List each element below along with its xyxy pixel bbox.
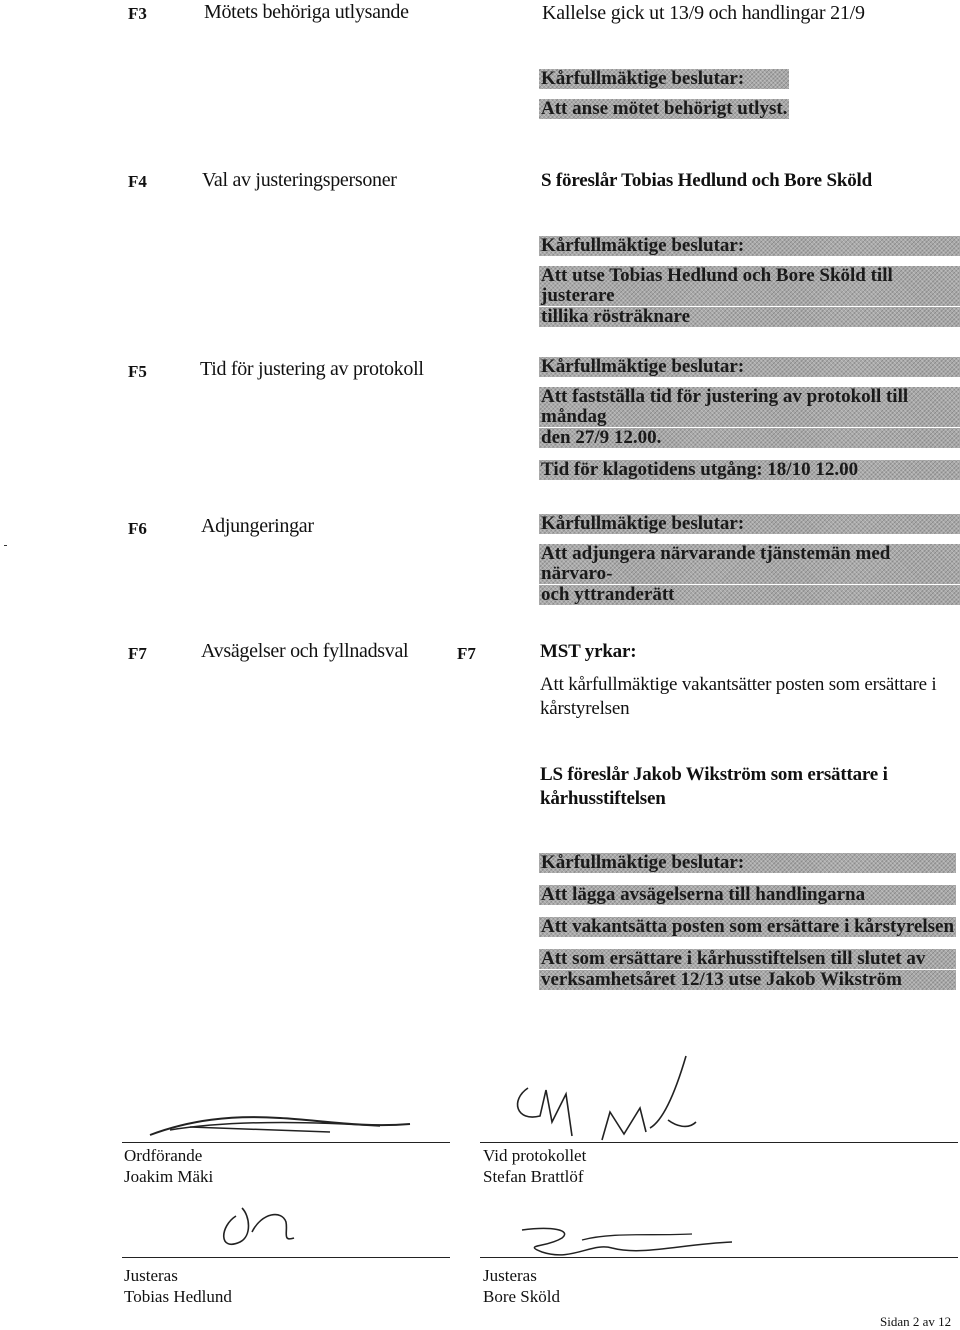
- motion-line: kårstyrelsen: [540, 698, 630, 719]
- stray-mark: [4, 545, 7, 546]
- item-title-f3: Mötets behöriga utlysande: [204, 1, 409, 23]
- item-code-f7-repeat: F7: [457, 644, 476, 663]
- decision-text: och yttranderätt: [539, 585, 960, 605]
- motion-line: Att kårfullmäktige vakantsätter posten som ersättare i: [540, 674, 937, 695]
- item-code-f3: F3: [128, 4, 147, 23]
- decision-text: Att anse mötet behörigt utlyst.: [541, 98, 788, 119]
- signature-line-chair: [122, 1142, 450, 1143]
- item-title-f7: Avsägelser och fyllnadsval: [201, 640, 409, 662]
- f7-proposal: [540, 763, 888, 811]
- f7-motion-heading: MST yrkar:: [540, 641, 637, 662]
- page-number: Sidan 2 av 12: [880, 1314, 952, 1329]
- decision-text: Att utse Tobias Hedlund och Bore Sköld till justerare: [539, 266, 960, 306]
- chair-name: Joakim Mäki: [124, 1167, 214, 1186]
- decision-text: Tid för klagotidens utgång: 18/10 12.00: [539, 460, 960, 480]
- f4-decision-block: [539, 236, 960, 328]
- decision-text: verksamhetsåret 12/13 utse Jakob Wikström: [539, 970, 956, 990]
- decision-text: Att vakantsätta posten som ersättare i kårstyrelsen: [541, 916, 955, 937]
- decision-text: tillika rösträknare: [539, 307, 960, 327]
- item-title-f5: Tid för justering av protokoll: [200, 358, 424, 380]
- decision-heading: Kårfullmäktige beslutar:: [539, 69, 789, 89]
- decision-text: Att lägga avsägelserna till handlingarna: [539, 885, 956, 905]
- proposal-line: kårhusstiftelsen: [540, 788, 666, 809]
- signature-line-adjuster-2: [480, 1257, 958, 1258]
- decision-heading: Kårfullmäktige beslutar:: [539, 853, 956, 873]
- adjuster1-role: Justeras: [124, 1266, 178, 1285]
- f4-proposal: S föreslår Tobias Hedlund och Bore Sköld: [541, 170, 872, 191]
- signature-adjuster-2: [482, 1222, 742, 1266]
- decision-text: Att adjungera närvarande tjänstemän med närvaro-: [539, 544, 960, 584]
- f3-info: Kallelse gick ut 13/9 och handlingar 21/9: [542, 2, 865, 24]
- item-title-f6: Adjungeringar: [201, 515, 314, 537]
- item-code-f4: F4: [128, 172, 147, 191]
- decision-text: den 27/9 12.00.: [539, 428, 960, 448]
- decision-heading: Kårfullmäktige beslutar:: [539, 236, 960, 256]
- f5-decision-block: [539, 357, 960, 481]
- f3-decision-block: [539, 69, 789, 120]
- adjuster2-name: Bore Sköld: [483, 1287, 560, 1306]
- item-code-f5: F5: [128, 362, 147, 381]
- decision-heading: Kårfullmäktige beslutar:: [539, 357, 960, 377]
- decision-heading: Kårfullmäktige beslutar:: [539, 514, 960, 534]
- signature-secretary: [500, 1050, 740, 1142]
- f6-decision-block: [539, 514, 960, 606]
- adjuster1-name: Tobias Hedlund: [124, 1287, 232, 1306]
- adjuster2-role: Justeras: [483, 1266, 537, 1285]
- proposal-line: LS föreslår Jakob Wikström som ersättare i: [540, 764, 888, 785]
- signature-adjuster-1: [200, 1196, 310, 1258]
- signature-line-secretary: [480, 1142, 958, 1143]
- chair-role: Ordförande: [124, 1146, 203, 1165]
- secretary-name: Stefan Brattlöf: [483, 1167, 584, 1186]
- item-title-f4: Val av justeringspersoner: [202, 169, 397, 191]
- signature-line-adjuster-1: [122, 1257, 450, 1258]
- secretary-role: Vid protokollet: [483, 1146, 587, 1165]
- decision-text: Att som ersättare i kårhusstiftelsen till slutet av: [539, 949, 956, 969]
- item-code-f6: F6: [128, 519, 147, 538]
- f7-motion-text: [540, 673, 937, 721]
- item-code-f7: F7: [128, 644, 147, 663]
- f7-decision-block: [539, 853, 956, 991]
- decision-text: Att fastställa tid för justering av protokoll till måndag: [539, 387, 960, 427]
